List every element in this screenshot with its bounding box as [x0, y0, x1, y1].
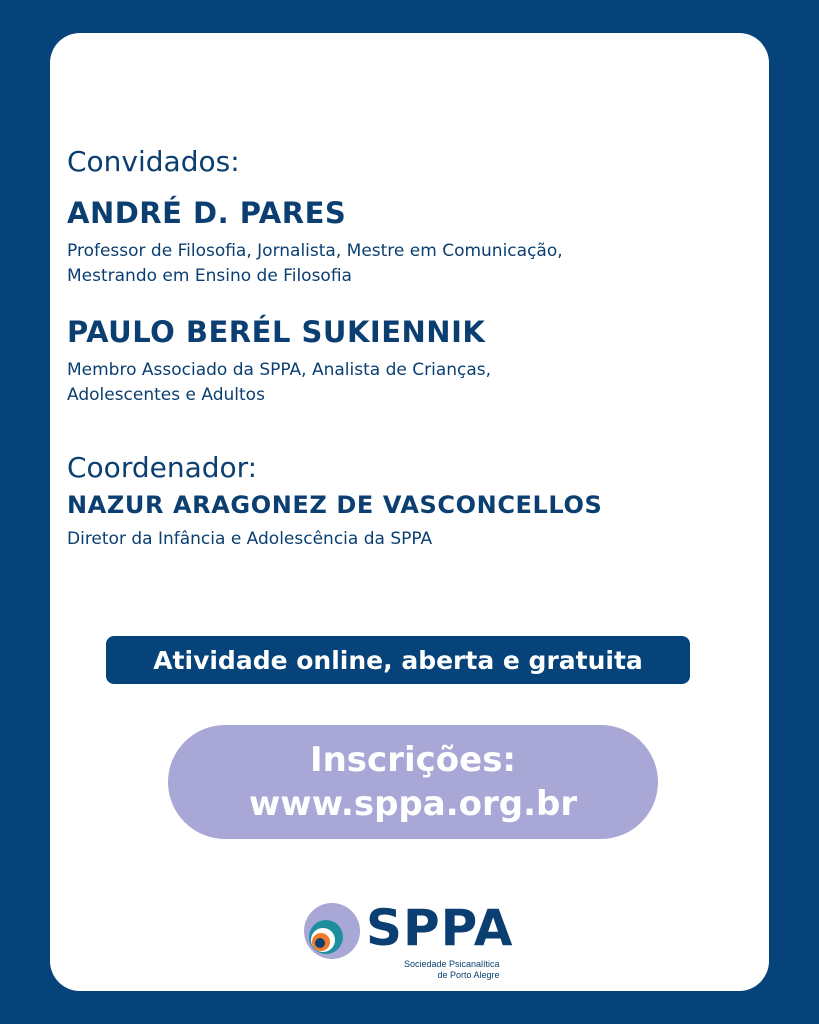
guest-desc-2-line1: Membro Associado da SPPA, Analista de Crianças,	[67, 360, 492, 380]
registration-label: Inscrições:	[309, 740, 517, 780]
guest-desc-2	[67, 358, 491, 408]
guest-desc-2-line2: Adolescentes e Adultos	[67, 385, 265, 405]
sppa-logo	[302, 899, 532, 989]
sppa-logo-mark-icon	[302, 901, 362, 961]
coordinator-desc: Diretor da Infância e Adolescência da SPPA	[67, 529, 433, 549]
registration-url[interactable]: www.sppa.org.br	[248, 784, 578, 824]
guest-desc-1-line2: Mestrando em Ensino de Filosofia	[67, 266, 352, 286]
guest-name-2: PAULO BERÉL SUKIENNIK	[67, 315, 486, 349]
guest-desc-1	[67, 239, 563, 289]
activity-badge-text: Atividade online, aberta e gratuita	[153, 645, 643, 675]
guests-label: Convidados:	[67, 145, 240, 178]
sppa-logo-subtitle-line2: de Porto Alegre	[437, 970, 500, 980]
guest-name-1: ANDRÉ D. PARES	[67, 196, 347, 230]
coordinator-name: NAZUR ARAGONEZ DE VASCONCELLOS	[67, 491, 603, 519]
registration-pill[interactable]	[168, 725, 658, 839]
content-card	[50, 33, 769, 991]
coordinator-label: Coordenador:	[67, 451, 258, 484]
guest-desc-1-line1: Professor de Filosofia, Jornalista, Mestre em Comunicação,	[67, 241, 563, 261]
sppa-logo-subtitle-line1: Sociedade Psicanalítica	[404, 959, 500, 969]
sppa-logo-text: SPPA	[366, 899, 514, 957]
activity-badge	[106, 636, 690, 684]
sppa-logo-subtitle	[404, 959, 500, 981]
